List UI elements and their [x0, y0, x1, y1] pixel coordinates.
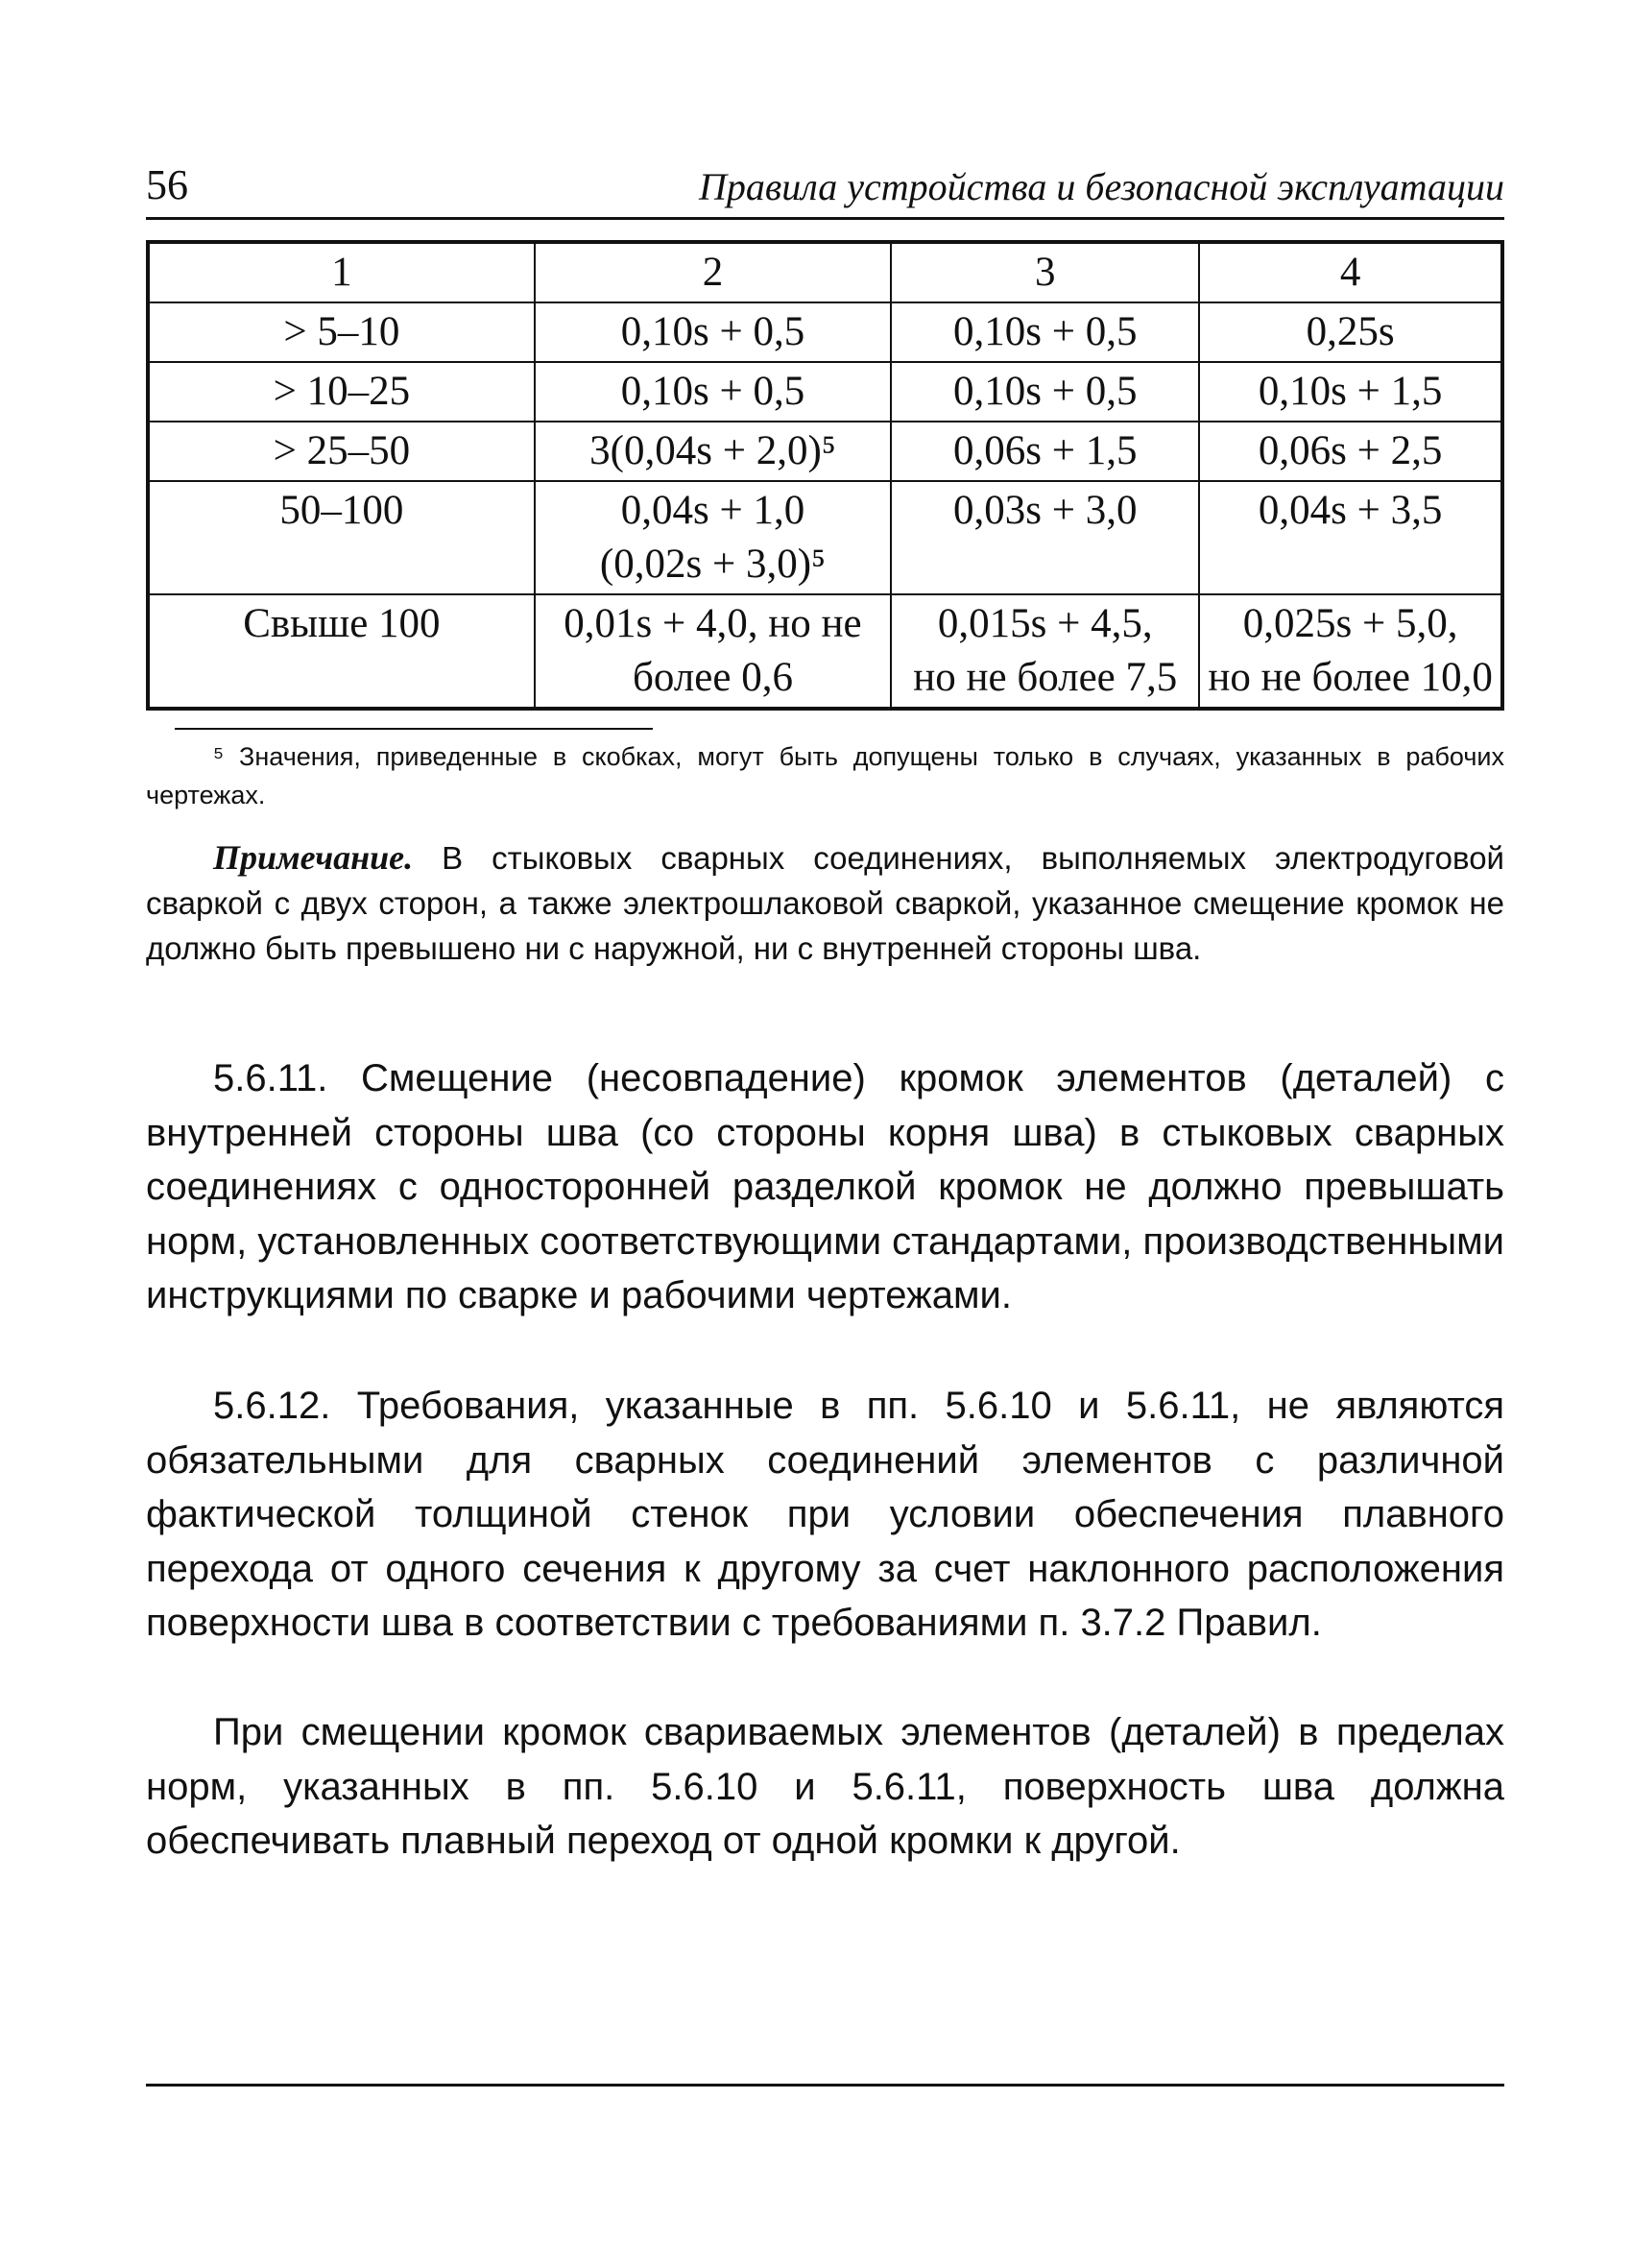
page-header [146, 163, 1504, 220]
table-cell: 0,025s + 5,0, но не более 10,0 [1199, 594, 1502, 709]
table-cell: > 5–10 [148, 302, 535, 362]
footnote: ⁵ Значения, приведенные в скобках, могут быть допущены только в случаях, указанных в рабочих чертежах. [146, 742, 1504, 809]
table-row [148, 481, 1502, 594]
table-cell: 0,10s + 0,5 [535, 302, 891, 362]
table-header-row [148, 242, 1502, 302]
paragraph-5-6-12: 5.6.12. Требования, указанные в пп. 5.6.10 и 5.6.11, не являются обязательными для сварных соединений элементов с различной фактической толщиной стенок при условии обеспечения плавного перехода от одного сечения к другому за счет наклонного расположения поверхности шва в соответствии с требованиями п. 3.7.2 Правил. [146, 1385, 1504, 1644]
table-header-cell: 4 [1199, 242, 1502, 302]
table-cell: 0,10s + 0,5 [891, 302, 1199, 362]
table-cell: 0,06s + 2,5 [1199, 422, 1502, 481]
table-row [148, 302, 1502, 362]
table-cell: 0,04s + 1,0 (0,02s + 3,0)⁵ [535, 481, 891, 594]
paragraph-edge-offset: При смещении кромок свариваемых элементов (деталей) в пределах норм, указанных в пп. 5.6.10 и 5.6.11, поверхность шва должна обеспечивать плавный переход от одной кромки к другой. [146, 1711, 1504, 1862]
table-cell: > 25–50 [148, 422, 535, 481]
tolerance-table [146, 240, 1504, 711]
table-cell: 0,06s + 1,5 [891, 422, 1199, 481]
table-row [148, 594, 1502, 709]
table-cell: 50–100 [148, 481, 535, 594]
note [146, 835, 1504, 971]
footnote-divider [175, 728, 653, 730]
table-cell: 0,10s + 1,5 [1199, 362, 1502, 422]
table-cell: 3(0,04s + 2,0)⁵ [535, 422, 891, 481]
table-cell: 0,10s + 0,5 [891, 362, 1199, 422]
table-cell: 0,25s [1199, 302, 1502, 362]
table-cell: 0,03s + 3,0 [891, 481, 1199, 594]
table-cell: > 10–25 [148, 362, 535, 422]
paragraph-5-6-11: 5.6.11. Смещение (несовпадение) кромок элементов (деталей) с внутренней стороны шва (со стороны корня шва) в стыковых сварных соединениях с односторонней разделкой кромок не должно превышать норм, установленных соответствующими стандартами, производственными инструкциями по сварке и рабочими чертежами. [146, 1057, 1504, 1316]
page-number: 56 [146, 161, 188, 208]
note-label: Примечание. [213, 838, 414, 877]
table-header-cell: 1 [148, 242, 535, 302]
table-cell: 0,10s + 0,5 [535, 362, 891, 422]
note-text: В стыковых сварных соединениях, выполняемых электродуговой сваркой с двух сторон, а также электрошлаковой сваркой, указанное смещение кромок не должно быть превышено ни с наружной, ни с внутренней стороны шва. [146, 840, 1504, 966]
running-title: Правила устройства и безопасной эксплуатации [699, 165, 1504, 208]
table-row [148, 362, 1502, 422]
table-header-cell: 2 [535, 242, 891, 302]
bottom-divider [146, 2084, 1504, 2087]
table-header-cell: 3 [891, 242, 1199, 302]
table-cell: 0,01s + 4,0, но не более 0,6 [535, 594, 891, 709]
table-row [148, 422, 1502, 481]
table-cell: 0,04s + 3,5 [1199, 481, 1502, 594]
table-cell: Свыше 100 [148, 594, 535, 709]
table-cell: 0,015s + 4,5, но не более 7,5 [891, 594, 1199, 709]
